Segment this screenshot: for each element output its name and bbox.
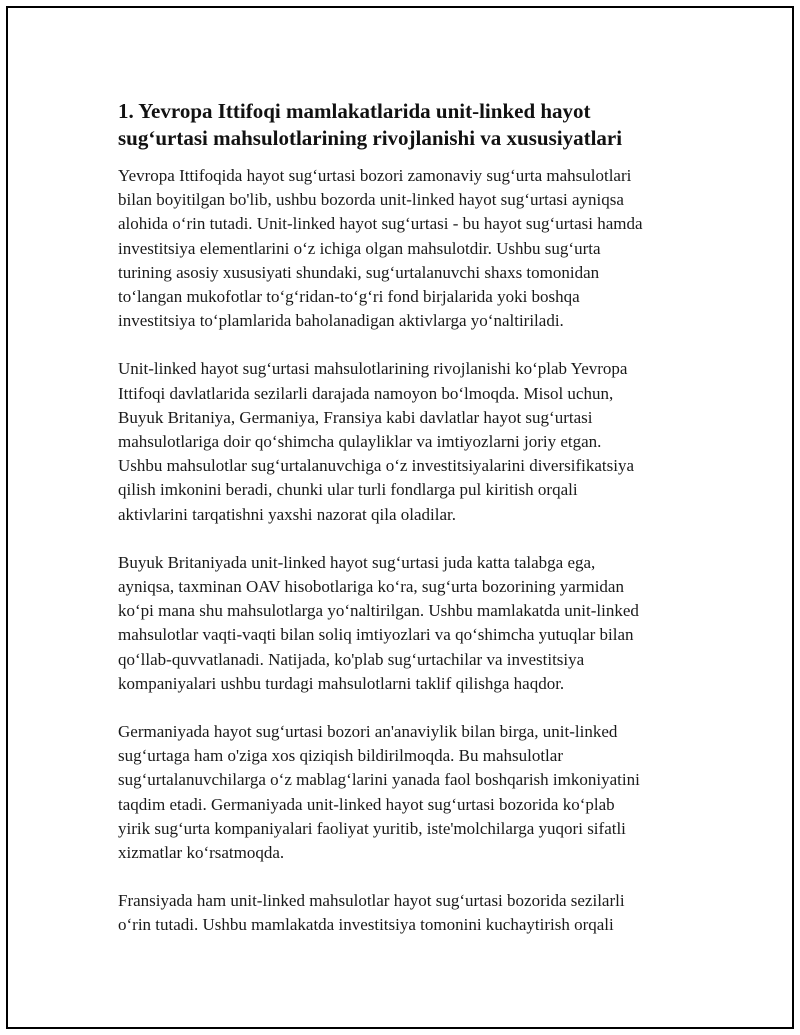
text-line: Unit-linked hayot sug‘urtasi mahsulotlarining rivojlanishi ko‘plab Yevropa bbox=[118, 359, 628, 379]
text-line: ko‘pi mana shu mahsulotlarga yo‘naltirilgan. Ushbu mamlakatda unit-linked bbox=[118, 601, 639, 621]
text-line: aktivlarini tarqatishni yaxshi nazorat qila oladilar. bbox=[118, 504, 457, 524]
text-line: kompaniyalari ushbu turdagi mahsulotlarni taklif qilishga haqdor. bbox=[118, 673, 565, 693]
title-line: sug‘urtasi mahsulotlarining rivojlanishi va xususiyatlari bbox=[118, 126, 623, 150]
text-line: ayniqsa, taxminan OAV hisobotlariga ko‘ra, sug‘urta bozorining yarmidan bbox=[118, 577, 624, 597]
text-line: xizmatlar ko‘rsatmoqda. bbox=[118, 843, 285, 863]
document-body bbox=[118, 98, 718, 962]
text-line: investitsiya to‘plamlarida baholanadigan aktivlarga yo‘naltiriladi. bbox=[118, 311, 564, 331]
text-line: Yevropa Ittifoqida hayot sug‘urtasi bozori zamonaviy sug‘urta mahsulotlari bbox=[118, 166, 632, 185]
text-line: Fransiyada ham unit-linked mahsulotlar hayot sug‘urtasi bozorida sezilarli bbox=[118, 891, 625, 911]
text-line: yirik sug‘urta kompaniyalari faoliyat yuritib, iste'molchilarga yuqori sifatli bbox=[118, 818, 626, 838]
text-line: investitsiya elementlarini o‘z ichiga olgan mahsulotdir. Ushbu sug‘urta bbox=[118, 238, 601, 258]
text-line: bilan boyitilgan bo'lib, ushbu bozorda unit-linked hayot sug‘urtasi ayniqsa bbox=[118, 190, 624, 210]
text-line: o‘rin tutadi. Ushbu mamlakatda investitsiya tomonini kuchaytirish orqali bbox=[118, 915, 614, 935]
paragraph-4 bbox=[118, 720, 718, 865]
text-line: to‘langan mukofotlar to‘g‘ridan-to‘g‘ri fond birjalarida yoki boshqa bbox=[118, 287, 580, 307]
text-line: Buyuk Britaniyada unit-linked hayot sug‘urtasi juda katta talabga ega, bbox=[118, 552, 596, 572]
section-title bbox=[118, 98, 718, 152]
text-line: mahsulotlar vaqti-vaqti bilan soliq imtiyozlari va qo‘shimcha yutuqlar bilan bbox=[118, 625, 634, 645]
page-frame bbox=[6, 6, 794, 1029]
text-line: qo‘llab-quvvatlanadi. Natijada, ko'plab sug‘urtachilar va investitsiya bbox=[118, 649, 585, 669]
title-line: 1. Yevropa Ittifoqi mamlakatlarida unit-linked hayot bbox=[118, 99, 591, 123]
paragraph-3 bbox=[118, 551, 718, 696]
text-line: taqdim etadi. Germaniyada unit-linked hayot sug‘urtasi bozorida ko‘plab bbox=[118, 794, 615, 814]
paragraph-5 bbox=[118, 889, 718, 937]
text-line: mahsulotlariga doir qo‘shimcha qulayliklar va imtiyozlarni joriy etgan. bbox=[118, 432, 602, 452]
text-line: alohida o‘rin tutadi. Unit-linked hayot sug‘urtasi - bu hayot sug‘urtasi hamda bbox=[118, 214, 643, 234]
paragraph-2 bbox=[118, 357, 718, 526]
paragraph-1 bbox=[118, 164, 718, 333]
text-line: sug‘urtalanuvchilarga o‘z mablag‘larini yanada faol boshqarish imkoniyatini bbox=[118, 770, 640, 790]
text-line: Germaniyada hayot sug‘urtasi bozori an'anaviylik bilan birga, unit-linked bbox=[118, 722, 618, 742]
text-line: qilish imkonini beradi, chunki ular turli fondlarga pul kiritish orqali bbox=[118, 480, 578, 500]
text-line: Buyuk Britaniya, Germaniya, Fransiya kabi davlatlar hayot sug‘urtasi bbox=[118, 407, 593, 427]
text-line: Ittifoqi davlatlarida sezilarli darajada namoyon bo‘lmoqda. Misol uchun, bbox=[118, 383, 614, 403]
text-line: turining asosiy xususiyati shundaki, sug‘urtalanuvchi shaxs tomonidan bbox=[118, 262, 600, 282]
text-line: Ushbu mahsulotlar sug‘urtalanuvchiga o‘z investitsiyalarini diversifikatsiya bbox=[118, 456, 635, 476]
text-line: sug‘urtaga ham o'ziga xos qiziqish bildirilmoqda. Bu mahsulotlar bbox=[118, 746, 563, 766]
